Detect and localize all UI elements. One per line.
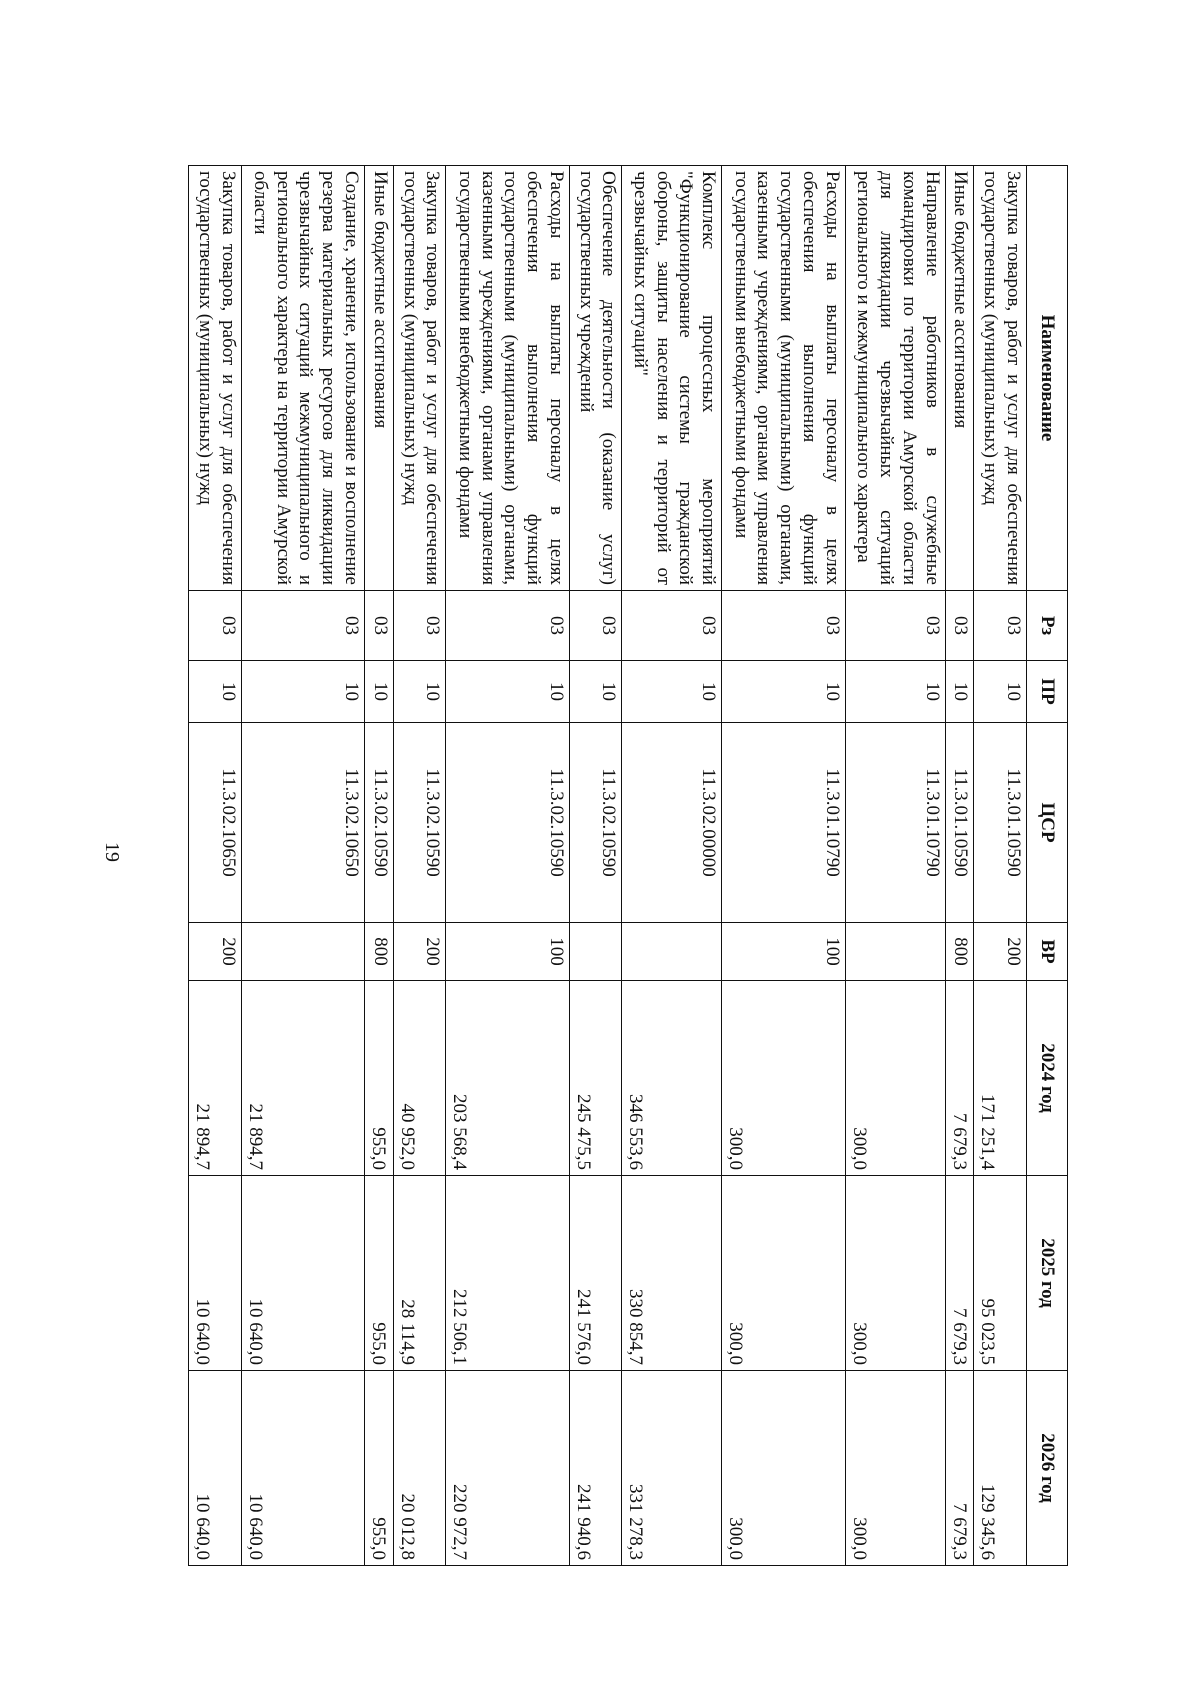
cell-csr: 11.3.02.10650: [189, 723, 242, 923]
cell-2026: 300,0: [722, 1371, 846, 1566]
cell-2024: 300,0: [845, 981, 945, 1176]
cell-csr: 11.3.02.00000: [622, 723, 722, 923]
cell-2026: 300,0: [845, 1371, 945, 1566]
cell-name: Направление работников в служебные командировки по территории Амурской области для ликвидации чрезвычайных ситуаций регионального и межмуниципального характера: [845, 166, 945, 591]
cell-2025: 955,0: [365, 1176, 394, 1371]
cell-2025: 241 576,0: [569, 1176, 622, 1371]
cell-name: Иные бюджетные ассигнования: [365, 166, 394, 591]
cell-2026: 331 278,3: [622, 1371, 722, 1566]
table-row: [365, 166, 394, 1566]
cell-rz: 03: [945, 591, 974, 661]
cell-2026: 7 679,3: [945, 1371, 974, 1566]
cell-2025: 95 023,5: [974, 1176, 1027, 1371]
budget-table: [188, 165, 1068, 1566]
cell-pr: 10: [569, 661, 622, 723]
table-row: [393, 166, 446, 1566]
cell-2026: 955,0: [365, 1371, 394, 1566]
header-rz: Рз: [1027, 591, 1068, 661]
cell-rz: 03: [446, 591, 570, 661]
cell-pr: 10: [365, 661, 394, 723]
cell-name: Закупка товаров, работ и услуг для обеспечения государственных (муниципальных) нужд: [189, 166, 242, 591]
table-row: [722, 166, 846, 1566]
cell-2025: 10 640,0: [241, 1176, 365, 1371]
cell-name: Расходы на выплаты персоналу в целях обеспечения выполнения функций государственными (муниципальными) органами, казенными учреждениями, органами управления государственными внебюджетными фондами: [446, 166, 570, 591]
cell-2026: 220 972,7: [446, 1371, 570, 1566]
cell-2025: 10 640,0: [189, 1176, 242, 1371]
table-row: [446, 166, 570, 1566]
table-row: [622, 166, 722, 1566]
cell-vr: 100: [722, 923, 846, 981]
cell-csr: 11.3.01.10790: [845, 723, 945, 923]
cell-csr: 11.3.02.10590: [446, 723, 570, 923]
cell-2025: 7 679,3: [945, 1176, 974, 1371]
header-vr: ВР: [1027, 923, 1068, 981]
cell-2026: 10 640,0: [189, 1371, 242, 1566]
cell-rz: 03: [974, 591, 1027, 661]
cell-2024: 40 952,0: [393, 981, 446, 1176]
cell-pr: 10: [945, 661, 974, 723]
cell-pr: 10: [622, 661, 722, 723]
cell-2024: 245 475,5: [569, 981, 622, 1176]
header-2024: 2024 год: [1027, 981, 1068, 1176]
header-csr: ЦСР: [1027, 723, 1068, 923]
cell-2024: 21 894,7: [189, 981, 242, 1176]
cell-csr: 11.3.01.10590: [974, 723, 1027, 923]
cell-2025: 212 506,1: [446, 1176, 570, 1371]
cell-vr: [622, 923, 722, 981]
page-number: 19: [101, 842, 123, 862]
cell-pr: 10: [241, 661, 365, 723]
cell-2025: 300,0: [845, 1176, 945, 1371]
cell-2025: 330 854,7: [622, 1176, 722, 1371]
cell-2024: 171 251,4: [974, 981, 1027, 1176]
cell-rz: 03: [189, 591, 242, 661]
cell-2024: 21 894,7: [241, 981, 365, 1176]
cell-vr: 800: [365, 923, 394, 981]
cell-pr: 10: [446, 661, 570, 723]
cell-vr: 200: [189, 923, 242, 981]
header-2025: 2025 год: [1027, 1176, 1068, 1371]
table-row: [974, 166, 1027, 1566]
cell-name: Создание, хранение, использование и восполнение резерва материальных ресурсов для ликвидации чрезвычайных ситуаций межмуниципального и регионального характера на территории Амурской области: [241, 166, 365, 591]
cell-name: Закупка товаров, работ и услуг для обеспечения государственных (муниципальных) нужд: [393, 166, 446, 591]
cell-rz: 03: [393, 591, 446, 661]
cell-2024: 203 568,4: [446, 981, 570, 1176]
cell-vr: 200: [393, 923, 446, 981]
cell-2026: 241 940,6: [569, 1371, 622, 1566]
table-row: [569, 166, 622, 1566]
cell-csr: 11.3.02.10590: [569, 723, 622, 923]
table-row: [189, 166, 242, 1566]
cell-2025: 300,0: [722, 1176, 846, 1371]
cell-2025: 28 114,9: [393, 1176, 446, 1371]
header-pr: ПР: [1027, 661, 1068, 723]
cell-rz: 03: [569, 591, 622, 661]
table-row: [241, 166, 365, 1566]
cell-csr: 11.3.02.10590: [393, 723, 446, 923]
cell-rz: 03: [622, 591, 722, 661]
cell-vr: 100: [446, 923, 570, 981]
cell-rz: 03: [722, 591, 846, 661]
cell-csr: 11.3.02.10590: [365, 723, 394, 923]
header-name: Наименование: [1027, 166, 1068, 591]
table-row: [945, 166, 974, 1566]
table-header-row: [1027, 166, 1068, 1566]
cell-pr: 10: [393, 661, 446, 723]
cell-vr: [845, 923, 945, 981]
cell-name: Закупка товаров, работ и услуг для обеспечения государственных (муниципальных) нужд: [974, 166, 1027, 591]
cell-2024: 955,0: [365, 981, 394, 1176]
cell-2024: 300,0: [722, 981, 846, 1176]
cell-csr: 11.3.01.10590: [945, 723, 974, 923]
cell-vr: [569, 923, 622, 981]
cell-csr: 11.3.01.10790: [722, 723, 846, 923]
cell-2026: 10 640,0: [241, 1371, 365, 1566]
cell-2026: 129 345,6: [974, 1371, 1027, 1566]
cell-vr: 200: [974, 923, 1027, 981]
cell-2026: 20 012,8: [393, 1371, 446, 1566]
cell-pr: 10: [189, 661, 242, 723]
cell-pr: 10: [845, 661, 945, 723]
cell-vr: 800: [945, 923, 974, 981]
budget-table-container: [188, 165, 1068, 1565]
cell-2024: 7 679,3: [945, 981, 974, 1176]
cell-pr: 10: [974, 661, 1027, 723]
cell-csr: 11.3.02.10650: [241, 723, 365, 923]
cell-name: Расходы на выплаты персоналу в целях обеспечения выполнения функций государственными (муниципальными) органами, казенными учреждениями, органами управления государственными внебюджетными фондами: [722, 166, 846, 591]
cell-rz: 03: [365, 591, 394, 661]
table-row: [845, 166, 945, 1566]
cell-name: Комплекс процессных мероприятий "Функционирование системы гражданской обороны, защиты населения и территорий от чрезвычайных ситуаций": [622, 166, 722, 591]
cell-name: Иные бюджетные ассигнования: [945, 166, 974, 591]
cell-name: Обеспечение деятельности (оказание услуг) государственных учреждений: [569, 166, 622, 591]
header-2026: 2026 год: [1027, 1371, 1068, 1566]
cell-rz: 03: [845, 591, 945, 661]
cell-rz: 03: [241, 591, 365, 661]
cell-pr: 10: [722, 661, 846, 723]
cell-2024: 346 553,6: [622, 981, 722, 1176]
cell-vr: [241, 923, 365, 981]
